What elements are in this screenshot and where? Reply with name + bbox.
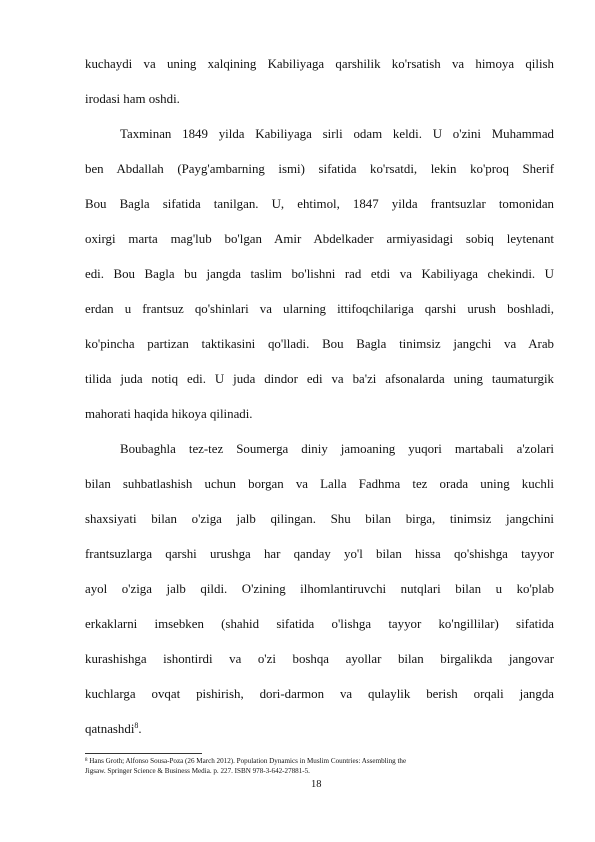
final-punctuation: . <box>138 722 142 736</box>
footnote-separator <box>85 753 202 754</box>
paragraph-line: kurashishga ishontirdi va o'zi boshqa ayollar bilan birgalikda jangovar <box>85 652 554 666</box>
paragraph-line: mahorati haqida hikoya qilinadi. <box>85 407 253 421</box>
footnote-text: Hans Groth; Alfonso Sousa-Poza (26 March 2012). Population Dynamics in Muslim Countries: Assembling the <box>89 757 407 765</box>
paragraph-line: ben Abdallah (Payg'ambarning ismi) sifatida ko'rsatdi, lekin ko'proq Sherif <box>85 162 554 176</box>
paragraph-line: bilan suhbatlashish uchun borgan va Lalla Fadhma tez orada uning kuchli <box>85 477 554 491</box>
paragraph-line: irodasi ham oshdi. <box>85 92 180 106</box>
footnote-line-1 <box>85 757 406 766</box>
paragraph-line: shaxsiyati bilan o'ziga jalb qilingan. Shu bilan birga, tinimsiz jangchini <box>85 512 554 526</box>
paragraph-line: edi. Bou Bagla bu jangda taslim bo'lishni rad etdi va Kabiliyaga chekindi. U <box>85 267 554 281</box>
paragraph-line: erkaklarni imsebken (shahid sifatida o'lishga tayyor ko'ngillilar) sifatida <box>85 617 554 631</box>
paragraph-line: tilida juda notiq edi. U juda dindor edi va ba'zi afsonalarda uning taumaturgik <box>85 372 554 386</box>
paragraph-line: erdan u frantsuz qo'shinlari va ularning ittifoqchilariga qarshi urush boshladi, <box>85 302 554 316</box>
footnote-reference[interactable]: 8 <box>134 721 139 730</box>
paragraph-last-line <box>85 721 554 737</box>
last-line-text: qatnashdi <box>85 722 135 736</box>
paragraph-line: oxirgi marta mag'lub bo'lgan Amir Abdelkader armiyasidagi sobiq leytenant <box>85 232 554 246</box>
paragraph-line: Bou Bagla sifatida tanilgan. U, ehtimol, 1847 yilda frantsuzlar tomonidan <box>85 197 554 211</box>
footnote-line-2: Jigsaw. Springer Science & Business Media. p. 227. ISBN 978-3-642-27881-5. <box>85 767 310 775</box>
paragraph-line: kuchlarga ovqat pishirish, dori-darmon va qulaylik berish orqali jangda <box>85 687 554 701</box>
page-number: 18 <box>311 779 322 790</box>
paragraph-line: Taxminan 1849 yilda Kabiliyaga sirli odam keldi. U o'zini Muhammad <box>120 127 554 141</box>
paragraph-line: frantsuzlarga qarshi urushga har qanday yo'l bilan hissa qo'shishga tayyor <box>85 547 554 561</box>
paragraph-line: ko'pincha partizan taktikasini qo'lladi. Bou Bagla tinimsiz jangchi va Arab <box>85 337 554 351</box>
paragraph-line: ayol o'ziga jalb qildi. O'zining ilhomlantiruvchi nutqlari bilan u ko'plab <box>85 582 554 596</box>
paragraph-line: kuchaydi va uning xalqining Kabiliyaga qarshilik ko'rsatish va himoya qilish <box>85 57 554 71</box>
paragraph-line: Boubaghla tez-tez Soumerga diniy jamoaning yuqori martabali a'zolari <box>120 442 554 456</box>
footnote-marker: 8 <box>85 758 88 763</box>
